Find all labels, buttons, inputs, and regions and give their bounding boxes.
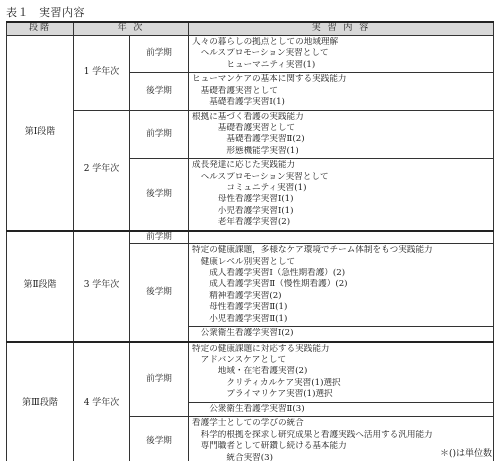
- content-line: 母性看護学実習Ⅰ(1): [192, 194, 294, 205]
- content-line: 根拠に基づく看護の実践能力: [192, 111, 304, 122]
- stage-3-cell: 第Ⅲ段階: [7, 342, 74, 461]
- header-stage: 段階: [7, 22, 74, 35]
- content-line: ヒューマニティ実習(1): [192, 59, 316, 70]
- content-cell-y2-second: [189, 159, 494, 231]
- content-line: 成長発達に応じた実践能力: [192, 160, 296, 171]
- content-line: 看護学士としての学びの統合: [192, 418, 304, 429]
- content-line: 基礎看護学実習Ⅰ(1): [192, 97, 285, 108]
- header-row: [7, 22, 494, 35]
- semester-cell: 後学期: [130, 159, 189, 231]
- header-year: 年 次: [74, 22, 189, 35]
- stage-2-cell: 第Ⅱ段階: [7, 231, 74, 342]
- content-line: 基礎看護実習として: [192, 85, 278, 96]
- content-cell-y2-first: [189, 110, 494, 159]
- content-line: 老年看護学実習(2): [192, 217, 291, 228]
- semester-cell: 後学期: [130, 73, 189, 110]
- content-line: 小児看護学実習Ⅰ(1): [192, 205, 294, 216]
- content-line: 公衆衛生看護学実習Ⅱ(3): [192, 404, 305, 415]
- content-line: 成人看護学実習Ⅰ（急性期看護）(2): [192, 267, 346, 278]
- semester-cell: 前学期: [130, 110, 189, 159]
- content-line: ヘルスプロモーション実習として: [192, 171, 329, 182]
- content-cell-y3-second: [189, 244, 494, 327]
- content-line: 特定の健康課題に対応する実践能力: [192, 343, 330, 354]
- credit-footnote: ＊()は単位数: [439, 449, 492, 459]
- semester-cell: 前学期: [130, 342, 189, 417]
- content-line: 成人看護学実習Ⅱ（慢性期看護）(2): [192, 279, 348, 290]
- year-3-cell: 3 学年次: [74, 231, 130, 342]
- content-line: 母性看護学実習Ⅱ(1): [192, 302, 288, 313]
- content-line: 基礎看護学実習Ⅱ(2): [192, 134, 305, 145]
- content-line: クリティカルケア実習(1)選択: [192, 377, 341, 388]
- content-line: ヒューマンケアの基本に関する実践能力: [192, 74, 347, 85]
- header-content: 実 習 内 容: [189, 22, 494, 35]
- content-line: 専門職者として研鑽し続ける基本能力: [192, 441, 347, 452]
- semester-cell: 後学期: [130, 244, 189, 342]
- content-cell-y1-second: [189, 73, 494, 110]
- year-4-cell: 4 学年次: [74, 342, 130, 461]
- content-line: 小児看護学実習Ⅱ(1): [192, 313, 288, 324]
- content-cell-y4-public-health: [189, 403, 494, 417]
- content-line: 地域・在宅看護実習(2): [192, 366, 308, 377]
- table-title: 実習内容: [39, 6, 85, 19]
- content-line: 健康レベル別実習として: [192, 256, 296, 267]
- content-line: コミュニティ実習(1): [192, 183, 307, 194]
- content-line: 形態機能学実習(1): [192, 145, 299, 156]
- content-cell-y3-public-health: [189, 327, 494, 342]
- content-line: 基礎看護実習として: [192, 122, 296, 133]
- content-line: 人々の暮らしの拠点としての地域理解: [192, 36, 339, 47]
- content-line: プライマリケア実習(1)選択: [192, 389, 333, 400]
- content-cell-y1-first: [189, 35, 494, 72]
- table-number: 表１: [6, 6, 29, 19]
- semester-cell: 前学期: [130, 35, 189, 72]
- content-line: 特定の健康課題，多様なケア環境でチーム体制をもつ実践能力: [192, 245, 433, 256]
- content-cell-y4-first: [189, 342, 494, 403]
- content-line: 公衆衛生看護学実習Ⅰ(2): [192, 328, 294, 339]
- content-cell-y3-first: [189, 231, 494, 244]
- practicum-table: [6, 21, 494, 461]
- content-line: 精神看護学実習(2): [192, 290, 282, 301]
- content-line: アドバンスケアとして: [192, 354, 287, 365]
- content-line: ヘルスプロモーション実習として: [192, 48, 329, 59]
- content-line: 統合実習(3): [192, 452, 273, 461]
- year-1-cell: 1 学年次: [74, 35, 130, 110]
- semester-cell: 後学期: [130, 417, 189, 461]
- semester-cell: 前学期: [130, 231, 189, 244]
- table-caption: [6, 4, 95, 20]
- stage-1-cell: 第Ⅰ段階: [7, 35, 74, 230]
- year-2-cell: 2 学年次: [74, 110, 130, 231]
- content-line: 科学的根拠を探求し研究成果と看護実践へ活用する汎用能力: [192, 429, 433, 440]
